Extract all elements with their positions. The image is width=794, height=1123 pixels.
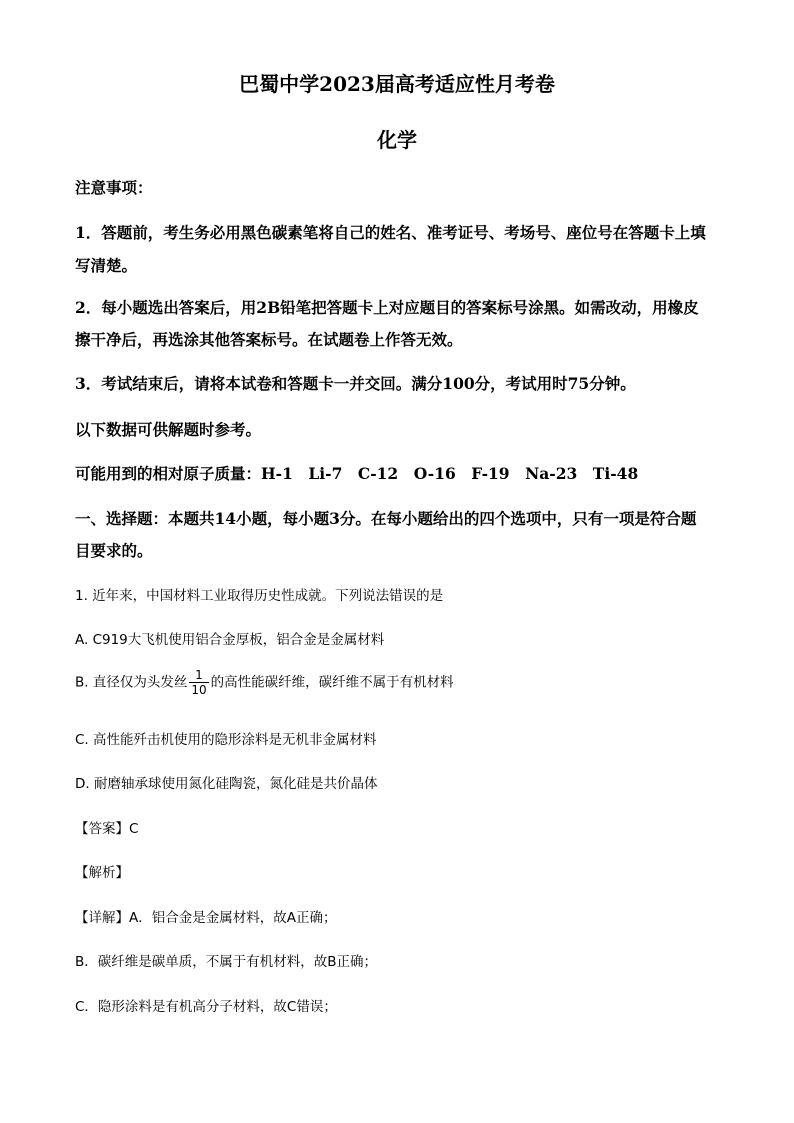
subject-title: 化学 bbox=[377, 128, 417, 152]
notice-item-1-line-1: 1．答题前，考生务必用黑色碳素笔将自己的姓名、准考证号、考场号、座位号在答题卡上填 bbox=[75, 223, 706, 242]
question-1-option-d: D. 耐磨轴承球使用氮化硅陶瓷，氮化硅是共价晶体 bbox=[75, 776, 378, 792]
notice-item-1-line-2: 写清楚。 bbox=[75, 256, 138, 275]
fraction bbox=[189, 668, 208, 697]
detail-c: C．隐形涂料是有机高分子材料，故C错误； bbox=[75, 999, 337, 1015]
analysis-label: 【解析】 bbox=[75, 865, 129, 881]
section-heading-line-1: 一、选择题：本题共14小题，每小题3分。在每小题给出的四个选项中，只有一项是符合题 bbox=[75, 509, 697, 528]
option-b-prefix: B. 直径仅为头发丝 bbox=[75, 674, 188, 691]
question-1-option-c: C. 高性能歼击机使用的隐形涂料是无机非金属材料 bbox=[75, 732, 377, 748]
question-1-option-b bbox=[75, 668, 725, 697]
exam-title: 巴蜀中学2023届高考适应性月考卷 bbox=[239, 72, 555, 96]
option-b-suffix: 的高性能碳纤维，碳纤维不属于有机材料 bbox=[210, 674, 454, 691]
question-1-option-a: A. C919大飞机使用铝合金厚板，铝合金是金属材料 bbox=[75, 632, 385, 648]
section-heading-line-2: 目要求的。 bbox=[75, 541, 153, 560]
answer-label: 【答案】C bbox=[75, 821, 139, 837]
detail-b: B．碳纤维是碳单质，不属于有机材料，故B正确； bbox=[75, 954, 378, 970]
notice-heading: 注意事项： bbox=[75, 178, 153, 197]
question-1-stem: 1. 近年来，中国材料工业取得历史性成就。下列说法错误的是 bbox=[75, 588, 444, 604]
fraction-numerator: 1 bbox=[189, 668, 208, 683]
reference-note: 以下数据可供解题时参考。 bbox=[75, 420, 262, 439]
detail-a: 【详解】A．铝合金是金属材料，故A正确； bbox=[75, 910, 337, 926]
notice-item-2-line-1: 2．每小题选出答案后，用2B铅笔把答题卡上对应题目的答案标号涂黑。如需改动，用橡皮 bbox=[75, 298, 699, 317]
notice-item-3: 3．考试结束后，请将本试卷和答题卡一并交回。满分100分，考试用时75分钟。 bbox=[75, 374, 636, 393]
atomic-masses: 可能用到的相对原子质量：H-1 Li-7 C-12 O-16 F-19 Na-23 Ti-48 bbox=[75, 464, 639, 483]
fraction-denominator: 10 bbox=[191, 683, 207, 697]
notice-item-2-line-2: 擦干净后，再选涂其他答案标号。在试题卷上作答无效。 bbox=[75, 330, 463, 349]
